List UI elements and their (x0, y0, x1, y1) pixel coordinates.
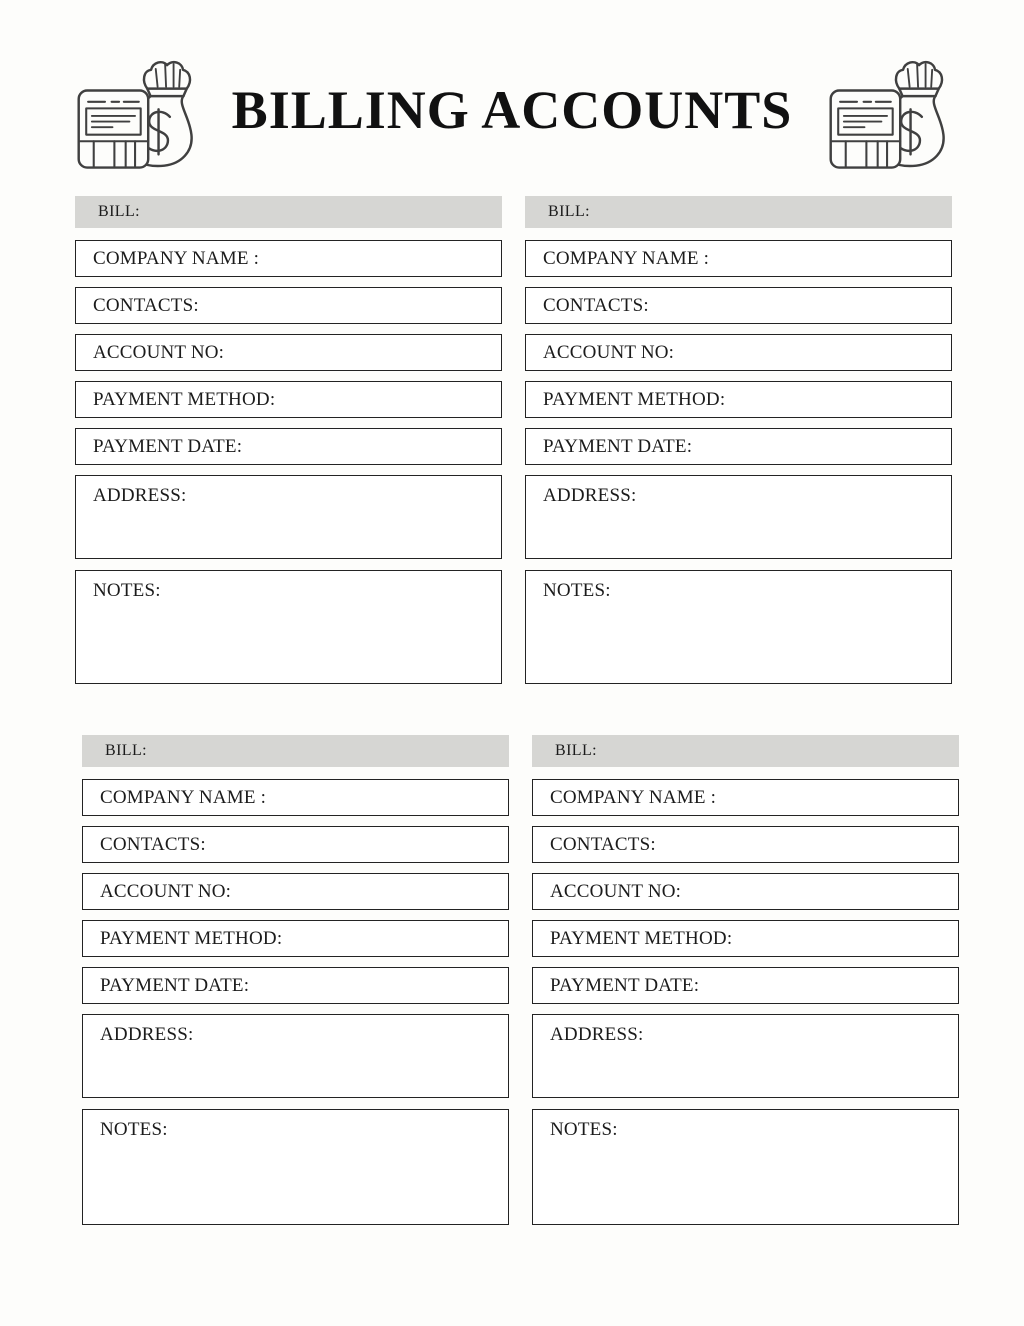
notes-field[interactable] (532, 1109, 959, 1225)
address-field[interactable] (525, 475, 952, 559)
notes-label: NOTES: (100, 1119, 168, 1140)
account-no-label: ACCOUNT NO: (543, 341, 675, 363)
payment-method-field[interactable] (75, 381, 502, 418)
account-no-label: ACCOUNT NO: (93, 341, 225, 363)
contacts-label: CONTACTS: (100, 833, 206, 855)
company-name-field[interactable] (532, 779, 959, 816)
page-title: BILLING ACCOUNTS (231, 80, 793, 140)
notes-label: NOTES: (93, 580, 161, 601)
notes-label: NOTES: (550, 1119, 618, 1140)
cards-row-1 (75, 196, 1024, 684)
notes-field[interactable] (525, 570, 952, 684)
address-label: ADDRESS: (100, 1024, 194, 1045)
bill-header-label: BILL: (98, 203, 140, 220)
cards-row-2 (82, 735, 1024, 1225)
address-field[interactable] (75, 475, 502, 559)
payment-method-label: PAYMENT METHOD: (93, 388, 276, 410)
contacts-field[interactable] (75, 287, 502, 324)
bill-header (75, 196, 502, 228)
bill-card-4 (532, 735, 959, 1225)
payment-date-field[interactable] (525, 428, 952, 465)
payment-method-field[interactable] (82, 920, 509, 957)
payment-method-label: PAYMENT METHOD: (550, 927, 733, 949)
payment-method-label: PAYMENT METHOD: (543, 388, 726, 410)
bill-header-label: BILL: (555, 742, 597, 759)
payment-method-field[interactable] (532, 920, 959, 957)
notes-field[interactable] (82, 1109, 509, 1225)
payment-date-field[interactable] (75, 428, 502, 465)
address-label: ADDRESS: (93, 485, 187, 506)
address-label: ADDRESS: (543, 485, 637, 506)
contacts-field[interactable] (532, 826, 959, 863)
company-name-field[interactable] (75, 240, 502, 277)
account-no-field[interactable] (75, 334, 502, 371)
company-name-field[interactable] (525, 240, 952, 277)
bill-card-2 (525, 196, 952, 684)
bill-header (525, 196, 952, 228)
contacts-label: CONTACTS: (93, 294, 199, 316)
account-no-label: ACCOUNT NO: (100, 880, 232, 902)
company-name-label: COMPANY NAME : (543, 247, 710, 269)
address-field[interactable] (82, 1014, 509, 1098)
bill-header (532, 735, 959, 767)
payment-date-label: PAYMENT DATE: (93, 435, 243, 457)
notes-field[interactable] (75, 570, 502, 684)
title-row (0, 0, 1024, 172)
payment-date-label: PAYMENT DATE: (543, 435, 693, 457)
payment-date-field[interactable] (82, 967, 509, 1004)
account-no-field[interactable] (532, 873, 959, 910)
payment-method-label: PAYMENT METHOD: (100, 927, 283, 949)
bill-card-1 (75, 196, 502, 684)
bill-card-3 (82, 735, 509, 1225)
payment-date-field[interactable] (532, 967, 959, 1004)
account-no-field[interactable] (82, 873, 509, 910)
calculator-money-bag-icon (74, 56, 198, 172)
contacts-label: CONTACTS: (550, 833, 656, 855)
company-name-label: COMPANY NAME : (550, 786, 717, 808)
account-no-label: ACCOUNT NO: (550, 880, 682, 902)
company-name-field[interactable] (82, 779, 509, 816)
contacts-field[interactable] (82, 826, 509, 863)
address-label: ADDRESS: (550, 1024, 644, 1045)
bill-header-label: BILL: (548, 203, 590, 220)
account-no-field[interactable] (525, 334, 952, 371)
payment-date-label: PAYMENT DATE: (550, 974, 700, 996)
calculator-money-bag-icon (826, 56, 950, 172)
notes-label: NOTES: (543, 580, 611, 601)
bill-header (82, 735, 509, 767)
company-name-label: COMPANY NAME : (93, 247, 260, 269)
bill-header-label: BILL: (105, 742, 147, 759)
contacts-field[interactable] (525, 287, 952, 324)
company-name-label: COMPANY NAME : (100, 786, 267, 808)
payment-date-label: PAYMENT DATE: (100, 974, 250, 996)
payment-method-field[interactable] (525, 381, 952, 418)
contacts-label: CONTACTS: (543, 294, 649, 316)
address-field[interactable] (532, 1014, 959, 1098)
